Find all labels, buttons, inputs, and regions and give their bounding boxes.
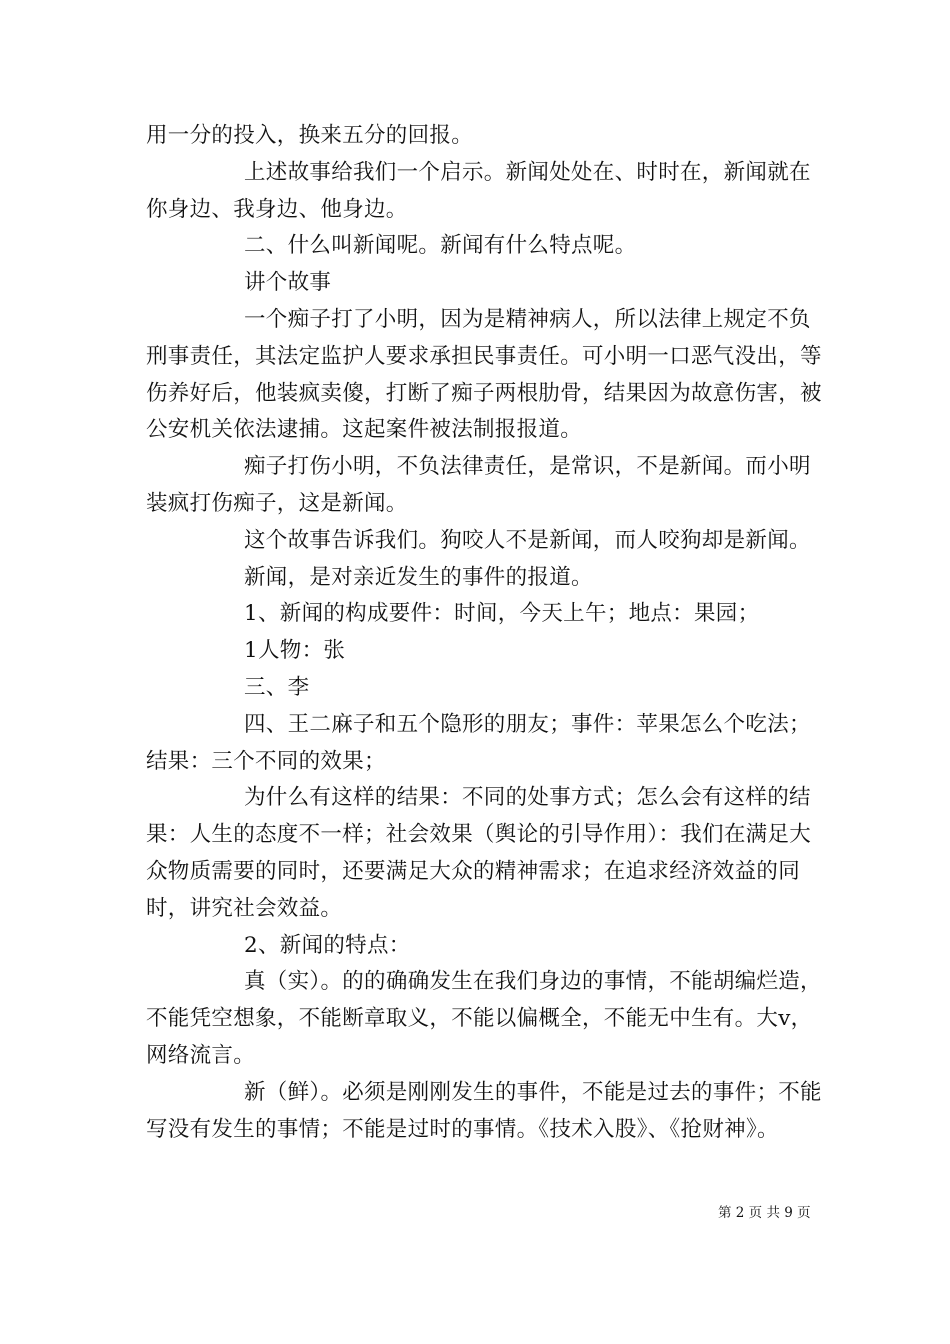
paragraph: 这个故事告诉我们。狗咬人不是新闻，而人咬狗却是新闻。 [244, 527, 811, 553]
paragraph: 痴子打伤小明，不负法律责任，是常识，不是新闻。而小明装疯打伤痴子，这是新闻。 [146, 454, 811, 516]
section-heading: 二、什么叫新闻呢。新闻有什么特点呢。 [244, 233, 637, 259]
section-heading: 四、王二麻子和五个隐形的朋友；事件：苹果怎么个吃法；结果：三个不同的效果； [146, 711, 811, 774]
paragraph: 用一分的投入，换来五分的回报。 [146, 123, 474, 148]
paragraph: 2、新闻的特点： [244, 932, 411, 958]
paragraph: 1、新闻的构成要件：时间，今天上午；地点：果园； [244, 601, 760, 627]
paragraph: 讲个故事 [244, 270, 332, 296]
document-body [146, 118, 822, 1148]
paragraph: 新闻，是对亲近发生的事件的报道。 [244, 564, 593, 590]
paragraph: 真（实）。的的确确发生在我们身边的事情，不能胡编烂造，不能凭空想象，不能断章取义，不能以偏概全，不能无中生有。大v，网络流言。 [146, 969, 822, 1068]
paragraph: 新（鲜）。必须是刚刚发生的事件，不能是过去的事件；不能写没有发生的事情；不能是过时的事情。《技术入股》、《抢财神》。 [146, 1079, 822, 1142]
paragraph: 上述故事给我们一个启示。新闻处处在、时时在，新闻就在你身边、我身边、他身边。 [146, 159, 811, 222]
paragraph: 为什么有这样的结果：不同的处事方式；怎么会有这样的结果：人生的态度不一样；社会效果（舆论的引导作用）：我们在满足大众物质需要的同时，还要满足大众的精神需求；在追求经济效益的同时，讲究社会效益。 [146, 785, 812, 921]
paragraph: 1人物：张 [244, 638, 346, 664]
paragraph: 一个痴子打了小明，因为是精神病人，所以法律上规定不负刑事责任，其法定监护人要求承担民事责任。可小明一口恶气没出，等伤养好后，他装疯卖傻，打断了痴子两根肋骨，结果因为故意伤害，被公安机关依法逮捕。这起案件被法制报报道。 [146, 306, 822, 443]
section-heading: 三、李 [244, 674, 310, 700]
page-number: 第 2 页 共 9 页 [718, 1205, 811, 1221]
